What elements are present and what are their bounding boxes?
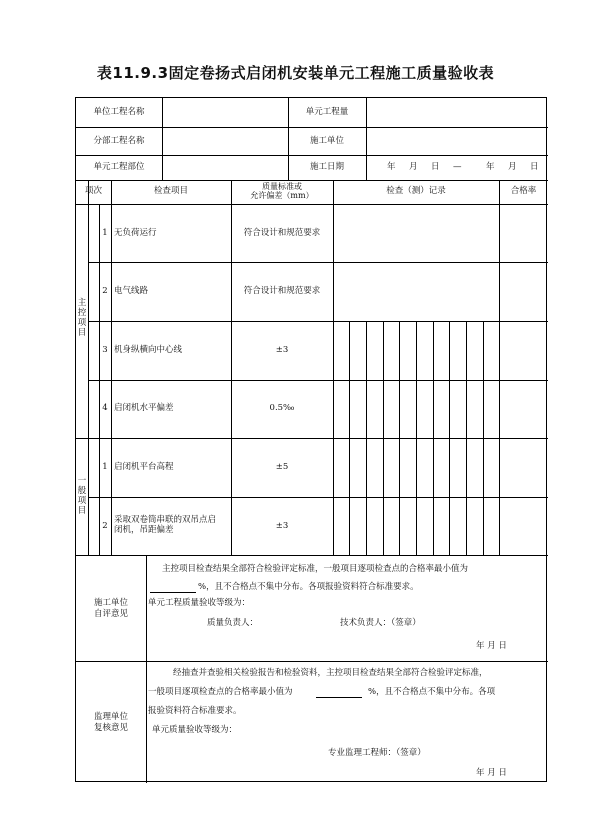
self-eval-date: 年 月 日 bbox=[476, 641, 507, 651]
check-item-name: 无负荷运行 bbox=[114, 228, 157, 238]
element-location-label: 单元工程部位 bbox=[93, 162, 145, 172]
check-item-standard: ±5 bbox=[275, 462, 289, 472]
self-eval-min-rate-blank[interactable] bbox=[150, 592, 196, 593]
item-no: 4 bbox=[102, 403, 108, 413]
unit-element-quantity-label: 单元工程量 bbox=[305, 107, 349, 117]
quality-acceptance-table bbox=[75, 97, 547, 782]
supervision-line2b: %，且不合格点不集中分布。各项 bbox=[368, 687, 496, 697]
supervision-line4: 单元质量验收等级为： bbox=[152, 725, 238, 735]
self-eval-tech-person: 技术负责人：（签章） bbox=[340, 618, 421, 628]
supervision-line1: 经抽查并查验相关检验报告和检验资料，主控项目检查结果全部符合检验评定标准， bbox=[173, 668, 488, 678]
page-title: 表11.9.3固定卷扬式启闭机安装单元工程施工质量验收表 bbox=[96, 64, 495, 82]
col-pass-rate: 合格率 bbox=[510, 186, 537, 196]
supervision-min-rate-blank[interactable] bbox=[316, 697, 362, 698]
item-no: 3 bbox=[102, 345, 108, 355]
col-check-item: 检查项目 bbox=[153, 186, 188, 196]
date-day-end: 日 bbox=[530, 162, 539, 172]
item-no: 1 bbox=[102, 462, 108, 472]
date-year: 年 bbox=[387, 162, 396, 172]
date-day: 日 bbox=[431, 162, 440, 172]
check-item-name: 启闭机平台高程 bbox=[114, 462, 174, 472]
check-item-name: 电气线路 bbox=[114, 286, 149, 296]
check-item-standard: 符合设计和规范要求 bbox=[243, 286, 321, 296]
supervision-line3: 报验资料符合标准要求。 bbox=[148, 706, 242, 716]
self-eval-line2: %，且不合格点不集中分布。各项报验资料符合标准要求。 bbox=[198, 582, 419, 592]
self-eval-line3: 单元工程质量验收等级为： bbox=[148, 598, 251, 608]
self-eval-line1: 主控项目检查结果全部符合检验评定标准，一般项目逐项检查点的合格率最小值为 bbox=[162, 564, 469, 574]
supervision-line2a: 一般项目逐项检查点的合格率最小值为 bbox=[148, 687, 293, 697]
date-year-end: 年 bbox=[486, 162, 495, 172]
unit-project-name-label: 单位工程名称 bbox=[93, 107, 145, 117]
check-item-name: 机身纵横向中心线 bbox=[114, 345, 183, 355]
supervision-date: 年 月 日 bbox=[476, 768, 507, 778]
check-item-name: 启闭机水平偏差 bbox=[114, 403, 174, 413]
item-no: 1 bbox=[102, 228, 108, 238]
item-no: 2 bbox=[102, 521, 108, 531]
date-month: 月 bbox=[409, 162, 418, 172]
col-standard: 质量标准或 允许偏差（mm） bbox=[250, 182, 314, 200]
main-control-label: 主控项目 bbox=[77, 298, 87, 338]
check-item-name: 采取双卷筒串联的双吊点启 闭机，吊距偏差 bbox=[114, 515, 217, 535]
check-item-standard: 符合设计和规范要求 bbox=[243, 228, 321, 238]
col-item-no: 项次 bbox=[84, 186, 102, 196]
general-label: 一般项目 bbox=[77, 476, 87, 516]
check-item-standard: 0.5‰ bbox=[269, 403, 295, 413]
check-item-standard: ±3 bbox=[275, 521, 289, 531]
item-no: 2 bbox=[102, 286, 108, 296]
self-eval-label: 施工单位 自评意见 bbox=[93, 598, 128, 619]
sub-project-name-label: 分部工程名称 bbox=[93, 136, 145, 146]
supervision-engineer: 专业监理工程师：（签章） bbox=[328, 748, 426, 758]
date-dash: — bbox=[453, 162, 462, 172]
col-record: 检查（测）记录 bbox=[386, 186, 446, 196]
check-item-standard: ±3 bbox=[275, 345, 289, 355]
supervision-label: 监理单位 复核意见 bbox=[93, 712, 128, 733]
construction-date-label: 施工日期 bbox=[309, 162, 344, 172]
self-eval-quality-person: 质量负责人： bbox=[207, 618, 259, 628]
date-month-end: 月 bbox=[508, 162, 517, 172]
construction-unit-label: 施工单位 bbox=[309, 136, 344, 146]
